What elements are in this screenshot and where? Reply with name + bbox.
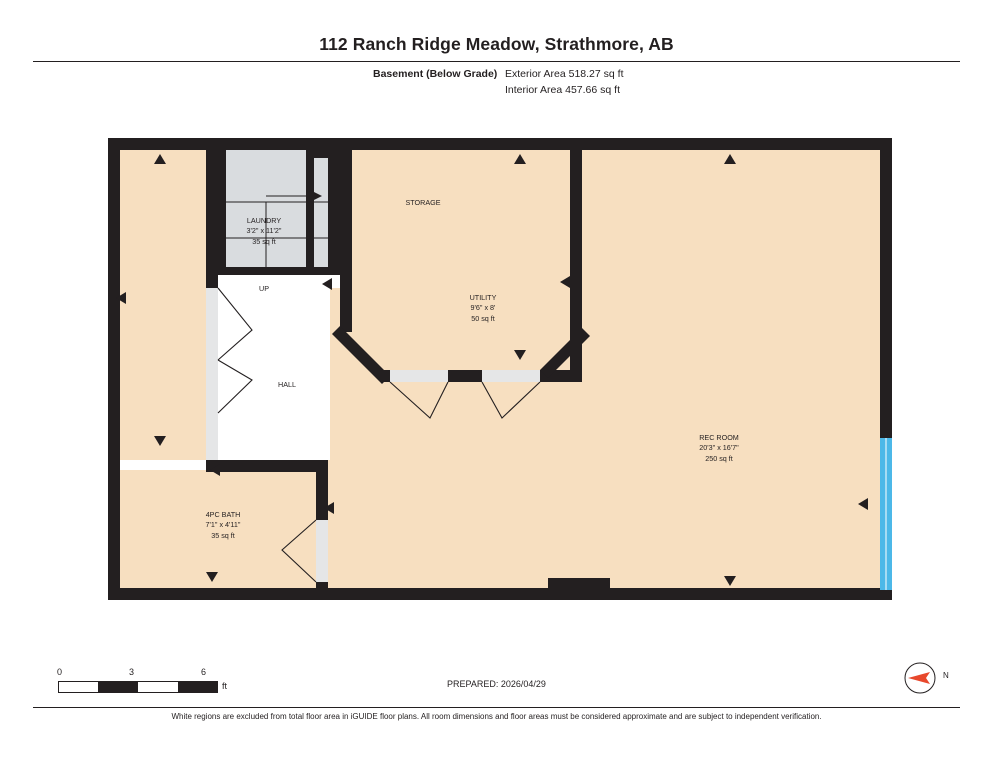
wall-stair-bottom	[218, 267, 340, 275]
exterior-area: Exterior Area 518.27 sq ft	[505, 68, 624, 80]
room-label-4pc-bath: 4PC BATH 7'1" x 4'11" 35 sq ft	[205, 510, 241, 540]
marker-utility-left	[322, 278, 332, 290]
door-swing-laundry	[218, 288, 252, 360]
windows	[880, 438, 892, 590]
scale-tick-labels: 0 3 6	[57, 667, 207, 677]
wall-bottom-jog	[548, 578, 610, 590]
prepared-date: PREPARED: 2026/04/29	[447, 679, 546, 689]
wall-utility-right	[570, 150, 582, 382]
floor-plan-drawing	[100, 130, 900, 620]
floor-plan-svg	[100, 130, 900, 620]
compass-north-label: N	[943, 671, 949, 680]
door-opening-hall	[206, 413, 218, 460]
door-opening-utility-right	[482, 370, 540, 382]
room-label-laundry: LAUNDRY 3'2" x 11'2" 35 sq ft	[246, 216, 282, 246]
door-opening-bath	[316, 520, 328, 582]
compass-rose	[900, 660, 960, 696]
room-label-utility: UTILITY 9'6" x 8' 50 sq ft	[469, 293, 497, 323]
area-summary	[0, 68, 993, 102]
interior-area: Interior Area 457.66 sq ft	[505, 84, 620, 96]
room-label-hall: HALL	[278, 380, 296, 389]
room-label-up: UP	[259, 284, 269, 293]
footer-divider	[33, 707, 960, 708]
wall-bath-top	[206, 460, 328, 472]
wall-stair-inner	[306, 150, 314, 270]
room-label-storage: STORAGE	[405, 198, 441, 207]
wall-laundry-right-upper	[206, 150, 218, 288]
wall-storage-left	[340, 150, 352, 332]
wall-exterior-bottom	[108, 588, 892, 600]
door-swing-hall-upper	[218, 360, 252, 413]
stairs-excluded-region	[218, 150, 336, 275]
rec-room-floor	[578, 150, 880, 590]
disclaimer-text: White regions are excluded from total floor area in iGUIDE floor plans. All room dimensions and floor areas must be considered approximate and are subject to independent verification.	[171, 712, 822, 721]
header-divider	[33, 61, 960, 62]
level-label: Basement (Below Grade)	[373, 68, 498, 80]
wall-exterior-left	[108, 138, 120, 590]
wall-stair-head	[314, 150, 340, 158]
page-title: 112 Ranch Ridge Meadow, Strathmore, AB	[319, 34, 674, 54]
storage-utility-floor	[340, 150, 578, 370]
bath-floor	[120, 470, 328, 590]
wall-exterior-top	[108, 138, 892, 150]
wall-stair-right	[328, 150, 340, 275]
door-opening-utility-left	[390, 370, 448, 382]
room-label-rec-room: REC ROOM 20'3" x 16'7" 250 sq ft	[699, 433, 739, 463]
laundry-floor	[120, 150, 212, 460]
door-opening-laundry	[206, 288, 218, 418]
compass-icon	[900, 660, 942, 696]
wall-stair-left	[218, 150, 226, 275]
scale-unit-label: ft	[222, 681, 228, 691]
